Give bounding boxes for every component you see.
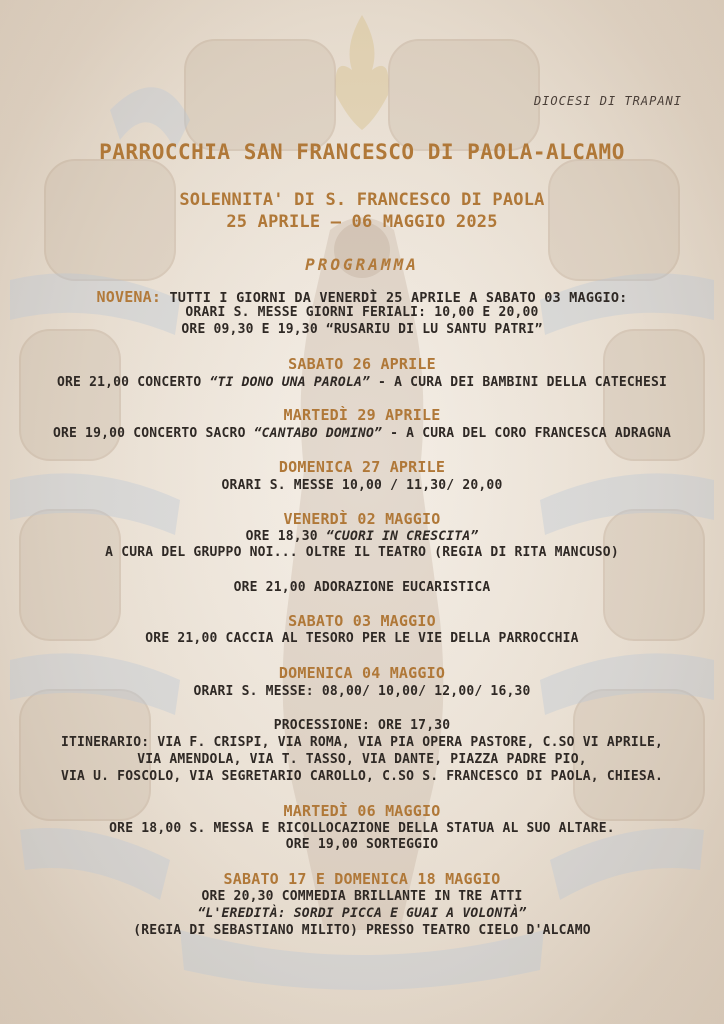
diocesi-label: DIOCESI DI TRAPANI [533,94,682,108]
ven02-pre: ORE 18,30 [245,529,326,544]
dom04-line-1: ORARI S. MESSE: 08,00/ 10,00/ 12,00/ 16,30 [193,684,531,699]
subtitle-dates: 25 APRILE – 06 MAGGIO 2025 [226,212,498,232]
sab17-line-2: “L'EREDITÀ: SORDI PICCA E GUAI A VOLONTÀ” [197,906,527,921]
mar06-line-2: ORE 19,00 SORTEGGIO [285,837,439,852]
dom04-line-5: VIA U. FOSCOLO, VIA SEGRETARIO CAROLLO, C.SO S. FRANCESCO DI PAOLA, CHIESA. [61,769,663,784]
dom27-line: ORARI S. MESSE 10,00 / 11,30/ 20,00 [221,478,503,493]
subtitle-solennita: SOLENNITA' DI S. FRANCESCO DI PAOLA [179,190,545,210]
page-title: PARROCCHIA SAN FRANCESCO DI PAOLA-ALCAMO [99,140,625,164]
mar29-post: - A CURA DEL CORO FRANCESCA ADRAGNA [382,426,672,441]
mar06-heading: MARTEDÌ 06 MAGGIO [283,802,441,820]
sab17-line-1: ORE 20,30 COMMEDIA BRILLANTE IN TRE ATTI [201,889,523,904]
sab26-title: “TI DONO UNA PAROLA” [209,375,371,390]
ven02-line-1 [0,529,724,544]
mar29-line [0,426,724,441]
ven02-title: “CUORI IN CRESCITA” [325,529,479,544]
ven02-line-2: A CURA DEL GRUPPO NOI... OLTRE IL TEATRO (REGIA DI RITA MANCUSO) [105,545,619,560]
mar29-pre: ORE 19,00 CONCERTO SACRO [52,426,254,441]
sab26-pre: ORE 21,00 CONCERTO [56,375,210,390]
sab17-heading: SABATO 17 E DOMENICA 18 MAGGIO [223,870,501,888]
novena-line-1 [0,288,724,306]
dom04-heading: DOMENICA 04 MAGGIO [278,664,446,682]
mar29-title: “CANTABO DOMINO” [253,426,383,441]
novena-label: NOVENA: [96,288,162,306]
dom27-heading: DOMENICA 27 APRILE [278,458,446,476]
ven02-heading: VENERDÌ 02 MAGGIO [283,510,441,528]
ven02-line-3: ORE 21,00 ADORAZIONE EUCARISTICA [233,580,491,595]
sab26-heading: SABATO 26 APRILE [288,355,436,373]
dom04-line-3: ITINERARIO: VIA F. CRISPI, VIA ROMA, VIA PIA OPERA PASTORE, C.SO VI APRILE, [61,735,663,750]
novena-line-2: ORARI S. MESSE GIORNI FERIALI: 10,00 E 20,00 [185,305,539,320]
mar29-heading: MARTEDÌ 29 APRILE [283,406,441,424]
dom04-line-4: VIA AMENDOLA, VIA T. TASSO, VIA DANTE, PIAZZA PADRE PIO, [137,752,587,767]
sab26-line [0,375,724,390]
novena-text: TUTTI I GIORNI DA VENERDÌ 25 APRILE A SABATO 03 MAGGIO: [169,290,628,306]
sab17-line-3: (REGIA DI SEBASTIANO MILITO) PRESSO TEATRO CIELO D'ALCAMO [133,923,591,938]
dom04-line-2: PROCESSIONE: ORE 17,30 [273,718,451,733]
sab03-line: ORE 21,00 CACCIA AL TESORO PER LE VIE DELLA PARROCCHIA [145,631,579,646]
mar06-line-1: ORE 18,00 S. MESSA E RICOLLOCAZIONE DELLA STATUA AL SUO ALTARE. [109,821,615,836]
programma-heading: PROGRAMMA [305,255,419,274]
novena-line-3: ORE 09,30 E 19,30 “RUSARIU DI LU SANTU PATRI” [181,322,543,337]
sab03-heading: SABATO 03 MAGGIO [288,612,436,630]
sab26-post: - A CURA DEI BAMBINI DELLA CATECHESI [370,375,668,390]
